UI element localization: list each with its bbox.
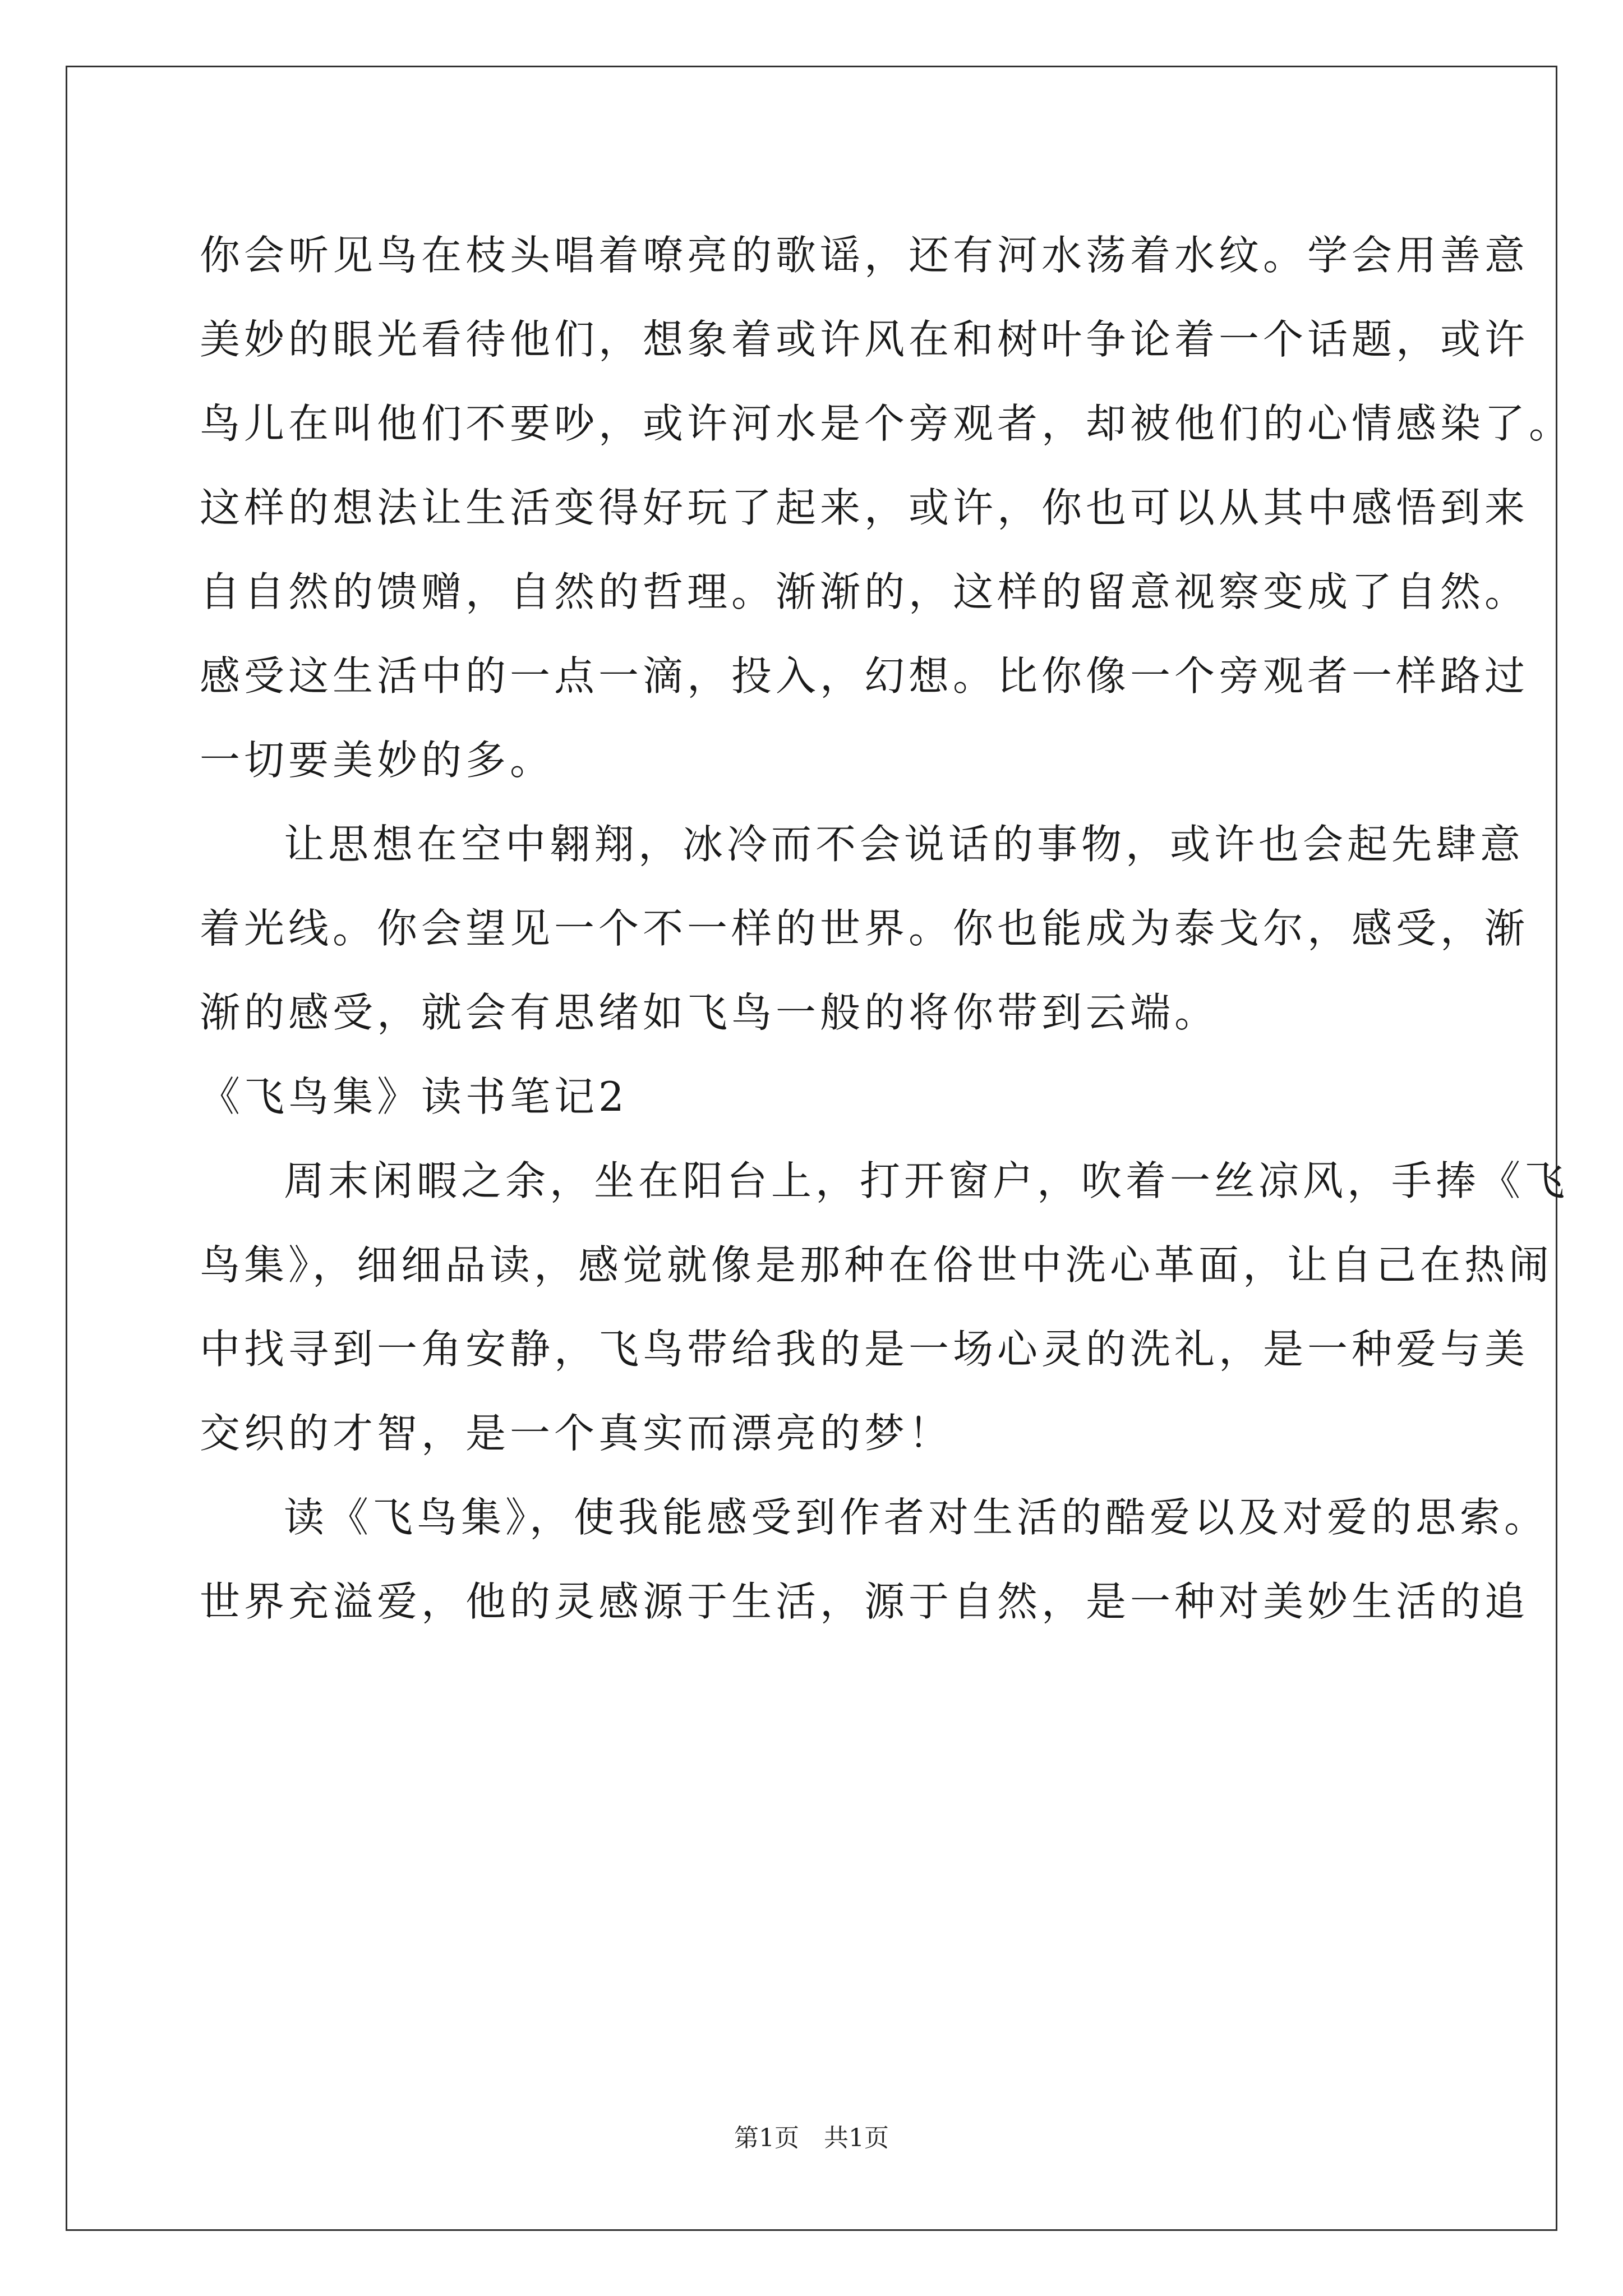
text-line: 自自然的馈赠，自然的哲理。渐渐的，这样的留意视察变成了自然。: [200, 568, 1529, 615]
document-body: [200, 213, 1574, 1644]
text-line: 你会听见鸟在枝头唱着嘹亮的歌谣，还有河水荡着水纹。学会用善意: [200, 232, 1529, 279]
text-line: 美妙的眼光看待他们，想象着或许风在和树叶争论着一个话题，或许: [200, 316, 1529, 363]
text-line: 鸟集》，细细品读，感觉就像是那种在俗世中洗心革面，让自己在热闹: [200, 1241, 1553, 1289]
text-line: 交织的才智，是一个真实而漂亮的梦！: [200, 1410, 953, 1457]
text-line: 鸟儿在叫他们不要吵，或许河水是个旁观者，却被他们的心情感染了。: [200, 400, 1574, 447]
paragraph-first-line: 让思想在空中翱翔，冰冷而不会说话的事物，或许也会起先肆意: [284, 821, 1525, 868]
text-line: 感受这生活中的一点一滴，投入，幻想。比你像一个旁观者一样路过: [200, 652, 1529, 700]
text-line: 渐的感受，就会有思绪如飞鸟一般的将你带到云端。: [200, 989, 1219, 1036]
text-line: 世界充溢爱，他的灵感源于生活，源于自然，是一种对美妙生活的追: [200, 1578, 1529, 1625]
text-line: 一切要美妙的多。: [200, 737, 555, 784]
paragraph-first-line: 周末闲暇之余，坐在阳台上，打开窗户，吹着一丝凉风，手捧《飞: [284, 1157, 1569, 1204]
text-line: 这样的想法让生活变得好玩了起来，或许，你也可以从其中感悟到来: [200, 484, 1529, 531]
page-footer: 第1页 共1页: [734, 2124, 889, 2152]
paragraph-first-line: 读《飞鸟集》，使我能感受到作者对生活的酷爱以及对爱的思索。: [284, 1494, 1549, 1541]
section-heading: 《飞鸟集》读书笔记2: [200, 1073, 628, 1120]
text-line: 着光线。你会望见一个不一样的世界。你也能成为泰戈尔，感受，渐: [200, 905, 1529, 952]
text-line: 中找寻到一角安静，飞鸟带给我的是一场心灵的洗礼，是一种爱与美: [200, 1326, 1529, 1373]
